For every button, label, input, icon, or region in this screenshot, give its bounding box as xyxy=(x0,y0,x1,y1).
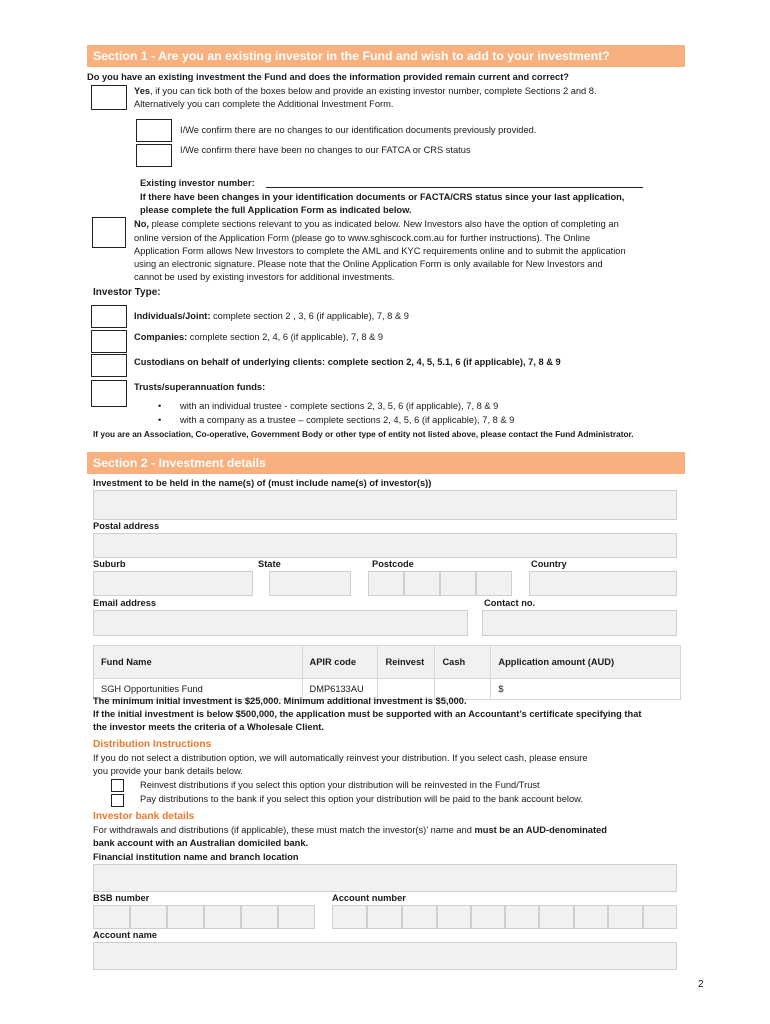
trusts-checkbox[interactable] xyxy=(91,380,127,407)
bank-details-text-line2: bank account with an Australian domiciled bank. xyxy=(93,838,309,848)
bsb-digit-2[interactable] xyxy=(130,905,167,929)
existing-investment-question: Do you have an existing investment the Fund and does the information provided remain current and correct? xyxy=(87,72,569,82)
no-option-line2: online version of the Application Form (please go to www.sghiscock.com.au for further instructions). The Online xyxy=(134,233,591,243)
yes-label: Yes xyxy=(134,86,151,96)
bank-details-heading: Investor bank details xyxy=(93,811,195,822)
fund-table-header xyxy=(94,646,681,679)
account-number-label: Account number xyxy=(332,893,406,903)
distribution-heading: Distribution Instructions xyxy=(93,739,212,750)
suburb-label: Suburb xyxy=(93,559,126,569)
postcode-digit-3[interactable] xyxy=(440,571,476,596)
financial-institution-input[interactable] xyxy=(93,864,677,892)
reinvest-checkbox[interactable] xyxy=(111,779,124,792)
confirm-fatca-checkbox[interactable] xyxy=(136,144,172,167)
reinvest-option-label: Reinvest distributions if you select this option your distribution will be reinvested in the Fund/Trust xyxy=(140,780,540,790)
trusts-label: Trusts/superannuation funds: xyxy=(134,382,266,392)
yes-text: , if you can tick both of the boxes below and provide an existing investor number, complete Sections 2 and 8. xyxy=(150,86,597,96)
no-option-line3: Application Form allows New Investors to complete the AML and KYC requirements online and to submit the application xyxy=(134,246,626,256)
suburb-input[interactable] xyxy=(93,571,253,596)
bsb-digit-4[interactable] xyxy=(204,905,241,929)
state-input[interactable] xyxy=(269,571,351,596)
postcode-digit-2[interactable] xyxy=(404,571,440,596)
contact-number-input[interactable] xyxy=(482,610,677,636)
fund-name-cell: SGH Opportunities Fund xyxy=(94,679,303,700)
account-digit-10[interactable] xyxy=(643,905,677,929)
no-checkbox[interactable] xyxy=(92,217,126,248)
individuals-label: Individuals/Joint: xyxy=(134,311,211,321)
state-label: State xyxy=(258,559,281,569)
postal-address-label: Postal address xyxy=(93,521,160,531)
distribution-text-line2: you provide your bank details below. xyxy=(93,766,243,776)
custodians-checkbox[interactable] xyxy=(91,354,127,377)
bank-text-normal: For withdrawals and distributions (if applicable), these must match the investor(s)’ name and xyxy=(93,825,475,835)
bsb-digit-1[interactable] xyxy=(93,905,130,929)
yes-option-line2: Alternatively you can complete the Additional Investment Form. xyxy=(134,99,394,109)
individuals-checkbox[interactable] xyxy=(91,305,127,328)
distribution-text-line1: If you do not select a distribution option, we will automatically reinvest your distribution. If you select cash, please ensure xyxy=(93,753,588,763)
trust-individual-trustee: with an individual trustee - complete sections 2, 3, 5, 6 (if applicable), 7, 8 & 9 xyxy=(180,401,499,411)
companies-checkbox[interactable] xyxy=(91,330,127,353)
apir-code-header: APIR code xyxy=(302,646,378,679)
fund-name-header: Fund Name xyxy=(94,646,303,679)
bullet-icon: • xyxy=(158,415,162,425)
no-option-line1 xyxy=(134,218,619,232)
account-name-label: Account name xyxy=(93,930,158,940)
page-number: 2 xyxy=(698,979,704,990)
confirm-id-docs-checkbox[interactable] xyxy=(136,119,172,142)
fund-table xyxy=(93,645,681,700)
trust-company-trustee: with a company as a trustee – complete sections 2, 4, 5, 6 (if applicable), 7, 8 & 9 xyxy=(180,415,515,425)
minimum-investment-note: The minimum initial investment is $25,000. Minimum additional investment is $5,000. xyxy=(93,696,467,706)
apir-code-cell: DMP6133AU xyxy=(302,679,378,700)
account-digit-7[interactable] xyxy=(539,905,574,929)
yes-option-line1 xyxy=(134,85,597,99)
investor-type-heading: Investor Type: xyxy=(93,287,161,298)
companies-text: complete section 2, 4, 6 (if applicable), 7, 8 & 9 xyxy=(187,332,384,342)
account-digit-9[interactable] xyxy=(608,905,643,929)
account-digit-3[interactable] xyxy=(402,905,437,929)
section1-title: Section 1 - Are you an existing investor in the Fund and wish to add to your investment? xyxy=(87,45,685,67)
financial-institution-label: Financial institution name and branch location xyxy=(93,852,299,862)
confirm-fatca-label: I/We confirm there have been no changes to our FATCA or CRS status xyxy=(180,145,471,155)
changes-note-line1: If there have been changes in your identification documents or FACTA/CRS status since your last application, xyxy=(140,192,625,202)
reinvest-header: Reinvest xyxy=(378,646,435,679)
no-option-line4: using an electronic signature. Please note that the Online Application Form is only available for New Investors and xyxy=(134,259,603,269)
account-digit-6[interactable] xyxy=(505,905,539,929)
existing-investor-number-label: Existing investor number: xyxy=(140,178,255,188)
custodians-label: Custodians on behalf of underlying clients: complete section 2, 4, 5, 5.1, 6 (if applicable), 7, 8 & 9 xyxy=(134,357,561,367)
changes-note-line2: please complete the full Application Form as indicated below. xyxy=(140,205,412,215)
individuals-text: complete section 2 , 3, 6 (if applicable), 7, 8 & 9 xyxy=(210,311,409,321)
investor-names-input[interactable] xyxy=(93,490,677,520)
no-option-line5: cannot be used by existing investors for additional investments. xyxy=(134,272,395,282)
bsb-digit-6[interactable] xyxy=(278,905,315,929)
no-label: No, xyxy=(134,219,149,229)
wholesale-note-line1: If the initial investment is below $500,000, the application must be supported with an Accountant’s certificate specifying that xyxy=(93,709,642,719)
postcode-digit-4[interactable] xyxy=(476,571,512,596)
account-digit-8[interactable] xyxy=(574,905,608,929)
bsb-digit-5[interactable] xyxy=(241,905,278,929)
account-digit-2[interactable] xyxy=(367,905,402,929)
cash-header: Cash xyxy=(435,646,491,679)
section2-title: Section 2 - Investment details xyxy=(87,452,685,474)
postcode-digit-1[interactable] xyxy=(368,571,404,596)
bsb-digit-3[interactable] xyxy=(167,905,204,929)
investor-names-label: Investment to be held in the name(s) of (must include name(s) of investor(s)) xyxy=(93,478,432,488)
postcode-label: Postcode xyxy=(372,559,414,569)
account-name-input[interactable] xyxy=(93,942,677,970)
confirm-id-docs-label: I/We confirm there are no changes to our identification documents previously provided. xyxy=(180,125,537,135)
email-input[interactable] xyxy=(93,610,468,636)
existing-investor-number-input[interactable] xyxy=(266,187,643,188)
account-digit-5[interactable] xyxy=(471,905,505,929)
application-amount-cell[interactable]: $ xyxy=(491,679,681,700)
country-input[interactable] xyxy=(529,571,677,596)
other-entity-note: If you are an Association, Co-operative, Government Body or other type of entity not listed above, please contact the Fund Administrator. xyxy=(93,429,634,439)
companies-label: Companies: xyxy=(134,332,188,342)
account-digit-1[interactable] xyxy=(332,905,367,929)
pay-to-bank-checkbox[interactable] xyxy=(111,794,124,807)
individuals-option xyxy=(134,310,409,324)
bullet-icon: • xyxy=(158,401,162,411)
yes-checkbox[interactable] xyxy=(91,85,127,110)
companies-option xyxy=(134,331,383,345)
wholesale-note-line2: the investor meets the criteria of a Wholesale Client. xyxy=(93,722,324,732)
bsb-label: BSB number xyxy=(93,893,150,903)
postal-address-input[interactable] xyxy=(93,533,677,558)
bank-details-text-line1 xyxy=(93,824,607,838)
pay-to-bank-option-label: Pay distributions to the bank if you select this option your distribution will be paid to the bank account below. xyxy=(140,794,583,804)
application-amount-header: Application amount (AUD) xyxy=(491,646,681,679)
country-label: Country xyxy=(531,559,567,569)
bank-text-bold: must be an AUD-denominated xyxy=(474,825,607,835)
contact-number-label: Contact no. xyxy=(484,598,536,608)
email-label: Email address xyxy=(93,598,157,608)
no-text: please complete sections relevant to you as indicated below. New Investors also have the option of completing an xyxy=(148,219,619,229)
account-digit-4[interactable] xyxy=(437,905,471,929)
